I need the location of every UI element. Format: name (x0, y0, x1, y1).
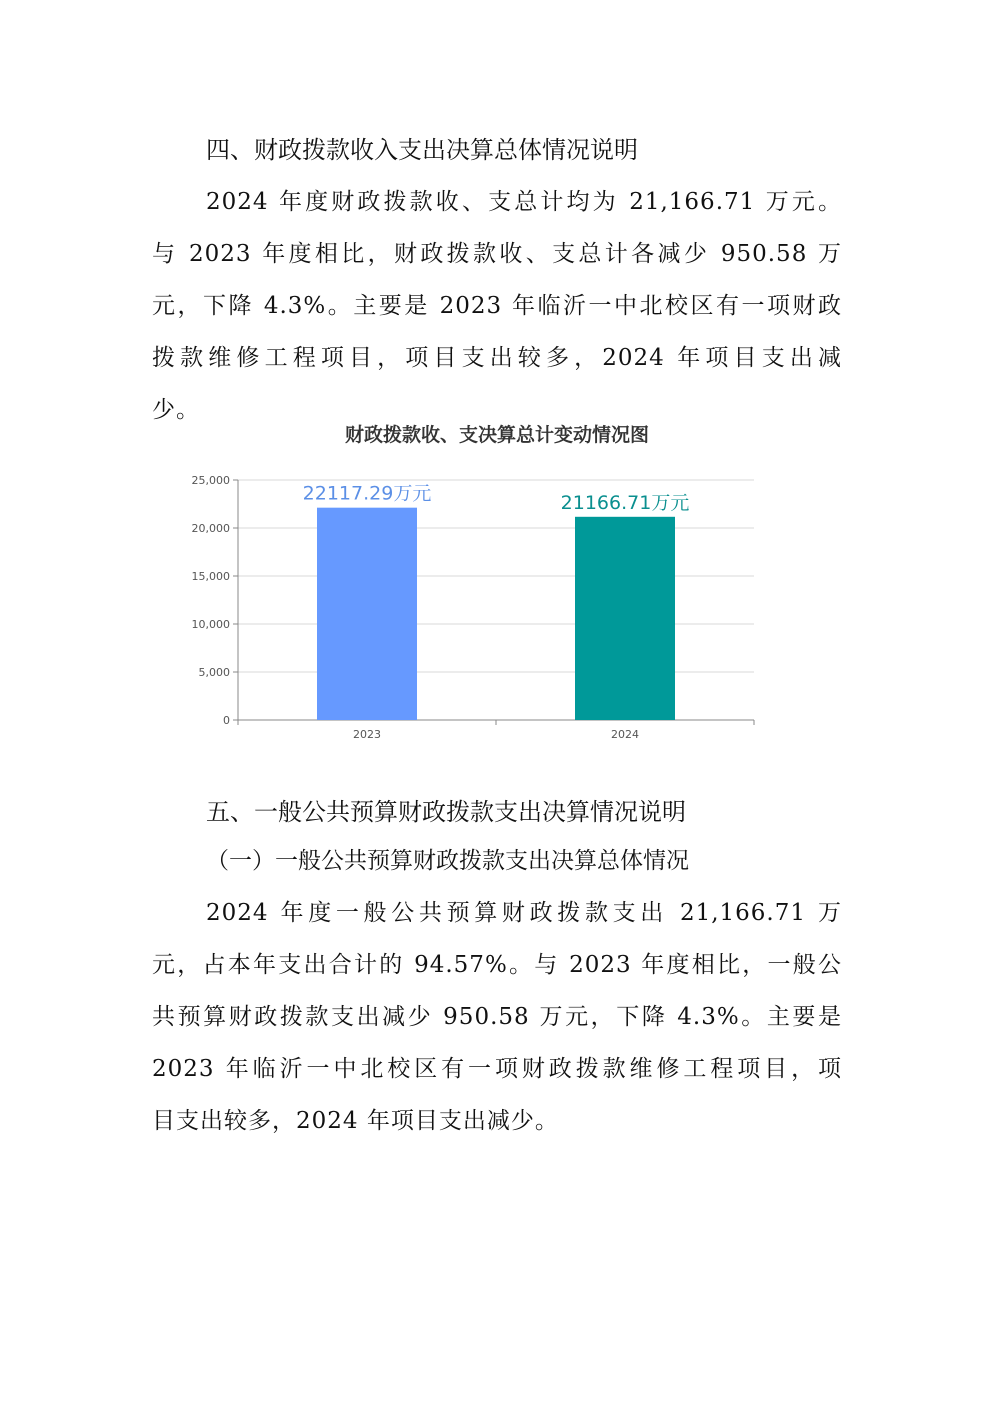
section4-line-3: 元，下降 4.3%。主要是 2023 年临沂一中北校区有一项财政 (152, 293, 842, 319)
section5-line-2: 元，占本年支出合计的 94.57%。与 2023 年度相比，一般公 (152, 952, 842, 978)
section5-line-3: 共预算财政拨款支出减少 950.58 万元，下降 4.3%。主要是 (152, 1004, 842, 1030)
chart-title: 财政拨款收、支决算总计变动情况图 (344, 424, 649, 446)
section5-heading: 五、一般公共预算财政拨款支出决算情况说明 (206, 798, 686, 826)
y-tick-label: 15,000 (191, 570, 230, 583)
section4-line-1: 2024 年度财政拨款收、支总计均为 21,166.71 万元。 (206, 189, 842, 215)
y-tick-label: 5,000 (198, 666, 230, 679)
data-label-2023: 22117.29万元 (302, 482, 432, 505)
bar-2023 (317, 508, 417, 720)
section5-line-5: 目支出较多，2024 年项目支出减少。 (152, 1108, 559, 1134)
bar-chart (150, 460, 770, 750)
bar-2024 (575, 517, 675, 720)
section5-line-4: 2023 年临沂一中北校区有一项财政拨款维修工程项目，项 (152, 1056, 842, 1082)
section4-line-5: 少。 (152, 397, 200, 423)
y-tick-label: 10,000 (191, 618, 230, 631)
y-tick-label: 0 (223, 714, 230, 727)
x-tick-label-2024: 2024 (611, 728, 639, 741)
section4-heading: 四、财政拨款收入支出决算总体情况说明 (206, 136, 638, 164)
data-label-2024: 21166.71万元 (560, 491, 690, 514)
section4-line-2: 与 2023 年度相比，财政拨款收、支总计各减少 950.58 万 (152, 241, 842, 267)
y-tick-label: 20,000 (191, 522, 230, 535)
section5-subheading: （一）一般公共预算财政拨款支出决算总体情况 (206, 848, 689, 874)
section5-line-1: 2024 年度一般公共预算财政拨款支出 21,166.71 万 (206, 900, 842, 926)
y-tick-label: 25,000 (191, 474, 230, 487)
section4-paragraph (152, 176, 842, 436)
section5-paragraph (152, 887, 842, 1147)
section4-line-4: 拨款维修工程项目，项目支出较多，2024 年项目支出减 (152, 345, 842, 371)
x-tick-label-2023: 2023 (353, 728, 381, 741)
